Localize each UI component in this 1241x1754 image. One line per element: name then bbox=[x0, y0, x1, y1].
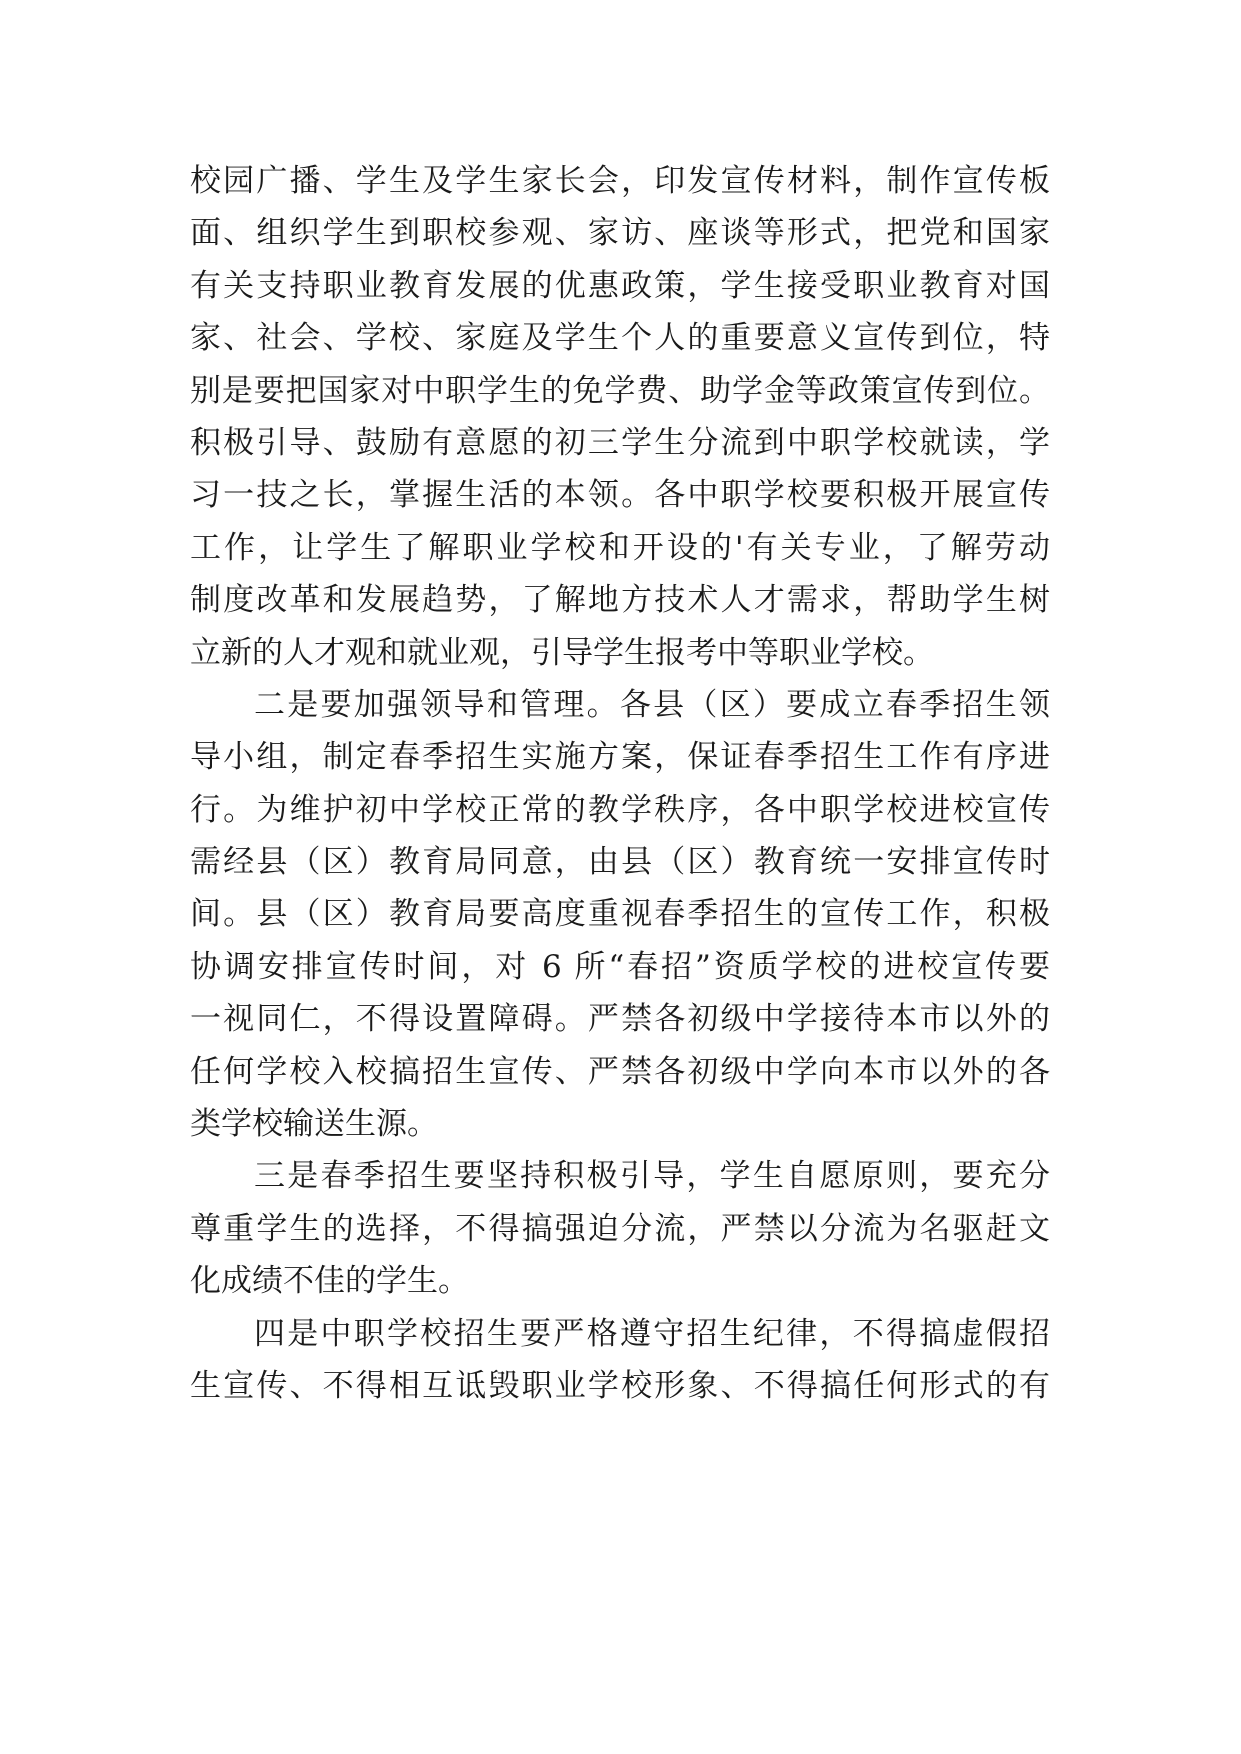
text-line: 有关支持职业教育发展的优惠政策，学生接受职业教育对国 bbox=[190, 267, 1050, 304]
text-line: 尊重学生的选择，不得搞强迫分流，严禁以分流为名驱赶文 bbox=[190, 1210, 1050, 1247]
text-line: 习一技之长，掌握生活的本领。各中职学校要积极开展宣传 bbox=[190, 477, 1050, 514]
paragraph-start-line: 二是要加强领导和管理。各县（区）要成立春季招生领 bbox=[254, 686, 1050, 723]
paragraph-start-line: 三是春季招生要坚持积极引导，学生自愿原则，要充分 bbox=[254, 1158, 1050, 1195]
text-line: 面、组织学生到职校参观、家访、座谈等形式，把党和国家 bbox=[190, 215, 1050, 252]
text-line: 化成绩不佳的学生。 bbox=[190, 1263, 469, 1300]
text-line: 需经县（区）教育局同意，由县（区）教育统一安排宣传时 bbox=[190, 844, 1050, 881]
document-body bbox=[190, 155, 1050, 1412]
text-line: 制度改革和发展趋势，了解地方技术人才需求，帮助学生树 bbox=[190, 582, 1050, 619]
text-line: 家、社会、学校、家庭及学生个人的重要意义宣传到位，特 bbox=[190, 320, 1050, 357]
paragraph-start-line: 四是中职学校招生要严格遵守招生纪律，不得搞虚假招 bbox=[254, 1315, 1050, 1352]
text-line: 生宣传、不得相互诋毁职业学校形象、不得搞任何形式的有 bbox=[190, 1367, 1050, 1404]
text-line: 别是要把国家对中职学生的免学费、助学金等政策宣传到位。 bbox=[190, 372, 1050, 409]
text-line: 间。县（区）教育局要高度重视春季招生的宣传工作，积极 bbox=[190, 896, 1050, 933]
text-line: 积极引导、鼓励有意愿的初三学生分流到中职学校就读，学 bbox=[190, 424, 1050, 461]
text-line: 导小组，制定春季招生实施方案，保证春季招生工作有序进 bbox=[190, 739, 1050, 776]
text-line: 协调安排宣传时间，对 6 所“春招”资质学校的进校宣传要 bbox=[190, 948, 1050, 985]
text-line: 类学校输送生源。 bbox=[190, 1106, 438, 1143]
text-line: 行。为维护初中学校正常的教学秩序，各中职学校进校宣传 bbox=[190, 791, 1050, 828]
text-line: 校园广播、学生及学生家长会，印发宣传材料，制作宣传板 bbox=[190, 163, 1050, 199]
text-line: 立新的人才观和就业观，引导学生报考中等职业学校。 bbox=[190, 634, 934, 671]
text-line: 任何学校入校搞招生宣传、严禁各初级中学向本市以外的各 bbox=[190, 1053, 1050, 1090]
text-line: 工作，让学生了解职业学校和开设的'有关专业，了解劳动 bbox=[190, 529, 1050, 566]
text-line: 一视同仁，不得设置障碍。严禁各初级中学接待本市以外的 bbox=[190, 1001, 1050, 1038]
